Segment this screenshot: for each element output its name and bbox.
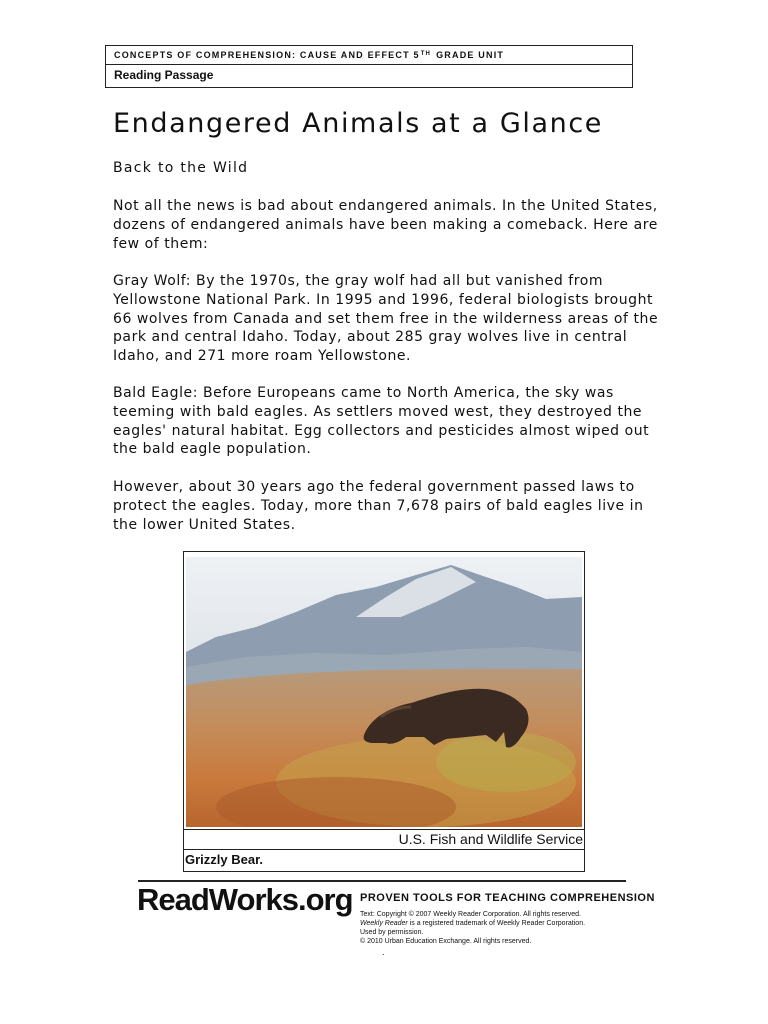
- copyright-line-2-text: is a registered trademark of Weekly Reader Corporation.: [409, 920, 586, 927]
- unit-header: [105, 45, 633, 88]
- trademark-name: Weekly Reader: [360, 920, 408, 927]
- readworks-logo: ReadWorks.org: [137, 882, 353, 917]
- grizzly-bear-photo: [186, 557, 582, 827]
- copyright-line-1: Text: Copyright © 2007 Weekly Reader Corporation. All rights reserved.: [360, 911, 581, 918]
- unit-title-prefix: CONCEPTS OF COMPREHENSION: CAUSE AND EFFECT 5: [114, 50, 420, 60]
- photo-credit: U.S. Fish and Wildlife Service: [184, 829, 584, 850]
- photo-caption: Grizzly Bear.: [185, 852, 264, 867]
- eagle-protection-paragraph: However, about 30 years ago the federal government passed laws to protect the eagles. Today, more than 7,678 pairs of bald eagles live in the lower United States.: [113, 479, 644, 533]
- unit-title-row: [106, 46, 632, 65]
- copyright-line-3: Used by permission.: [360, 929, 424, 936]
- grizzly-figure: [183, 551, 585, 872]
- footer-tagline: PROVEN TOOLS FOR TEACHING COMPREHENSION: [360, 892, 655, 904]
- gray-wolf-paragraph: Gray Wolf: By the 1970s, the gray wolf had all but vanished from Yellowstone National Park. In 1995 and 1996, federal biologists brought 66 wolves from Canada and set them free in the wilderness areas of the park and central Idaho. Today, about 285 gray wolves live in central Idaho, and 271 more roam Yellowstone.: [113, 273, 659, 365]
- intro-paragraph: Not all the news is bad about endangered animals. In the United States, dozens of endangered animals have been making a comeback. Here are few of them:: [113, 198, 658, 252]
- article-title: Endangered Animals at a Glance: [113, 108, 604, 139]
- article-subtitle: Back to the Wild: [113, 160, 249, 176]
- stray-mark: .: [382, 948, 385, 957]
- unit-title-suffix: GRADE UNIT: [436, 50, 505, 60]
- unit-title-sup: TH: [420, 51, 432, 57]
- bald-eagle-paragraph: Bald Eagle: Before Europeans came to North America, the sky was teeming with bald eagles. As settlers moved west, they destroyed the eagles' natural habitat. Egg collectors and pesticides almost wiped out the bald eagle population.: [113, 385, 650, 458]
- section-label: Reading Passage: [114, 68, 214, 82]
- copyright-line-4: © 2010 Urban Education Exchange. All rights reserved.: [360, 938, 532, 945]
